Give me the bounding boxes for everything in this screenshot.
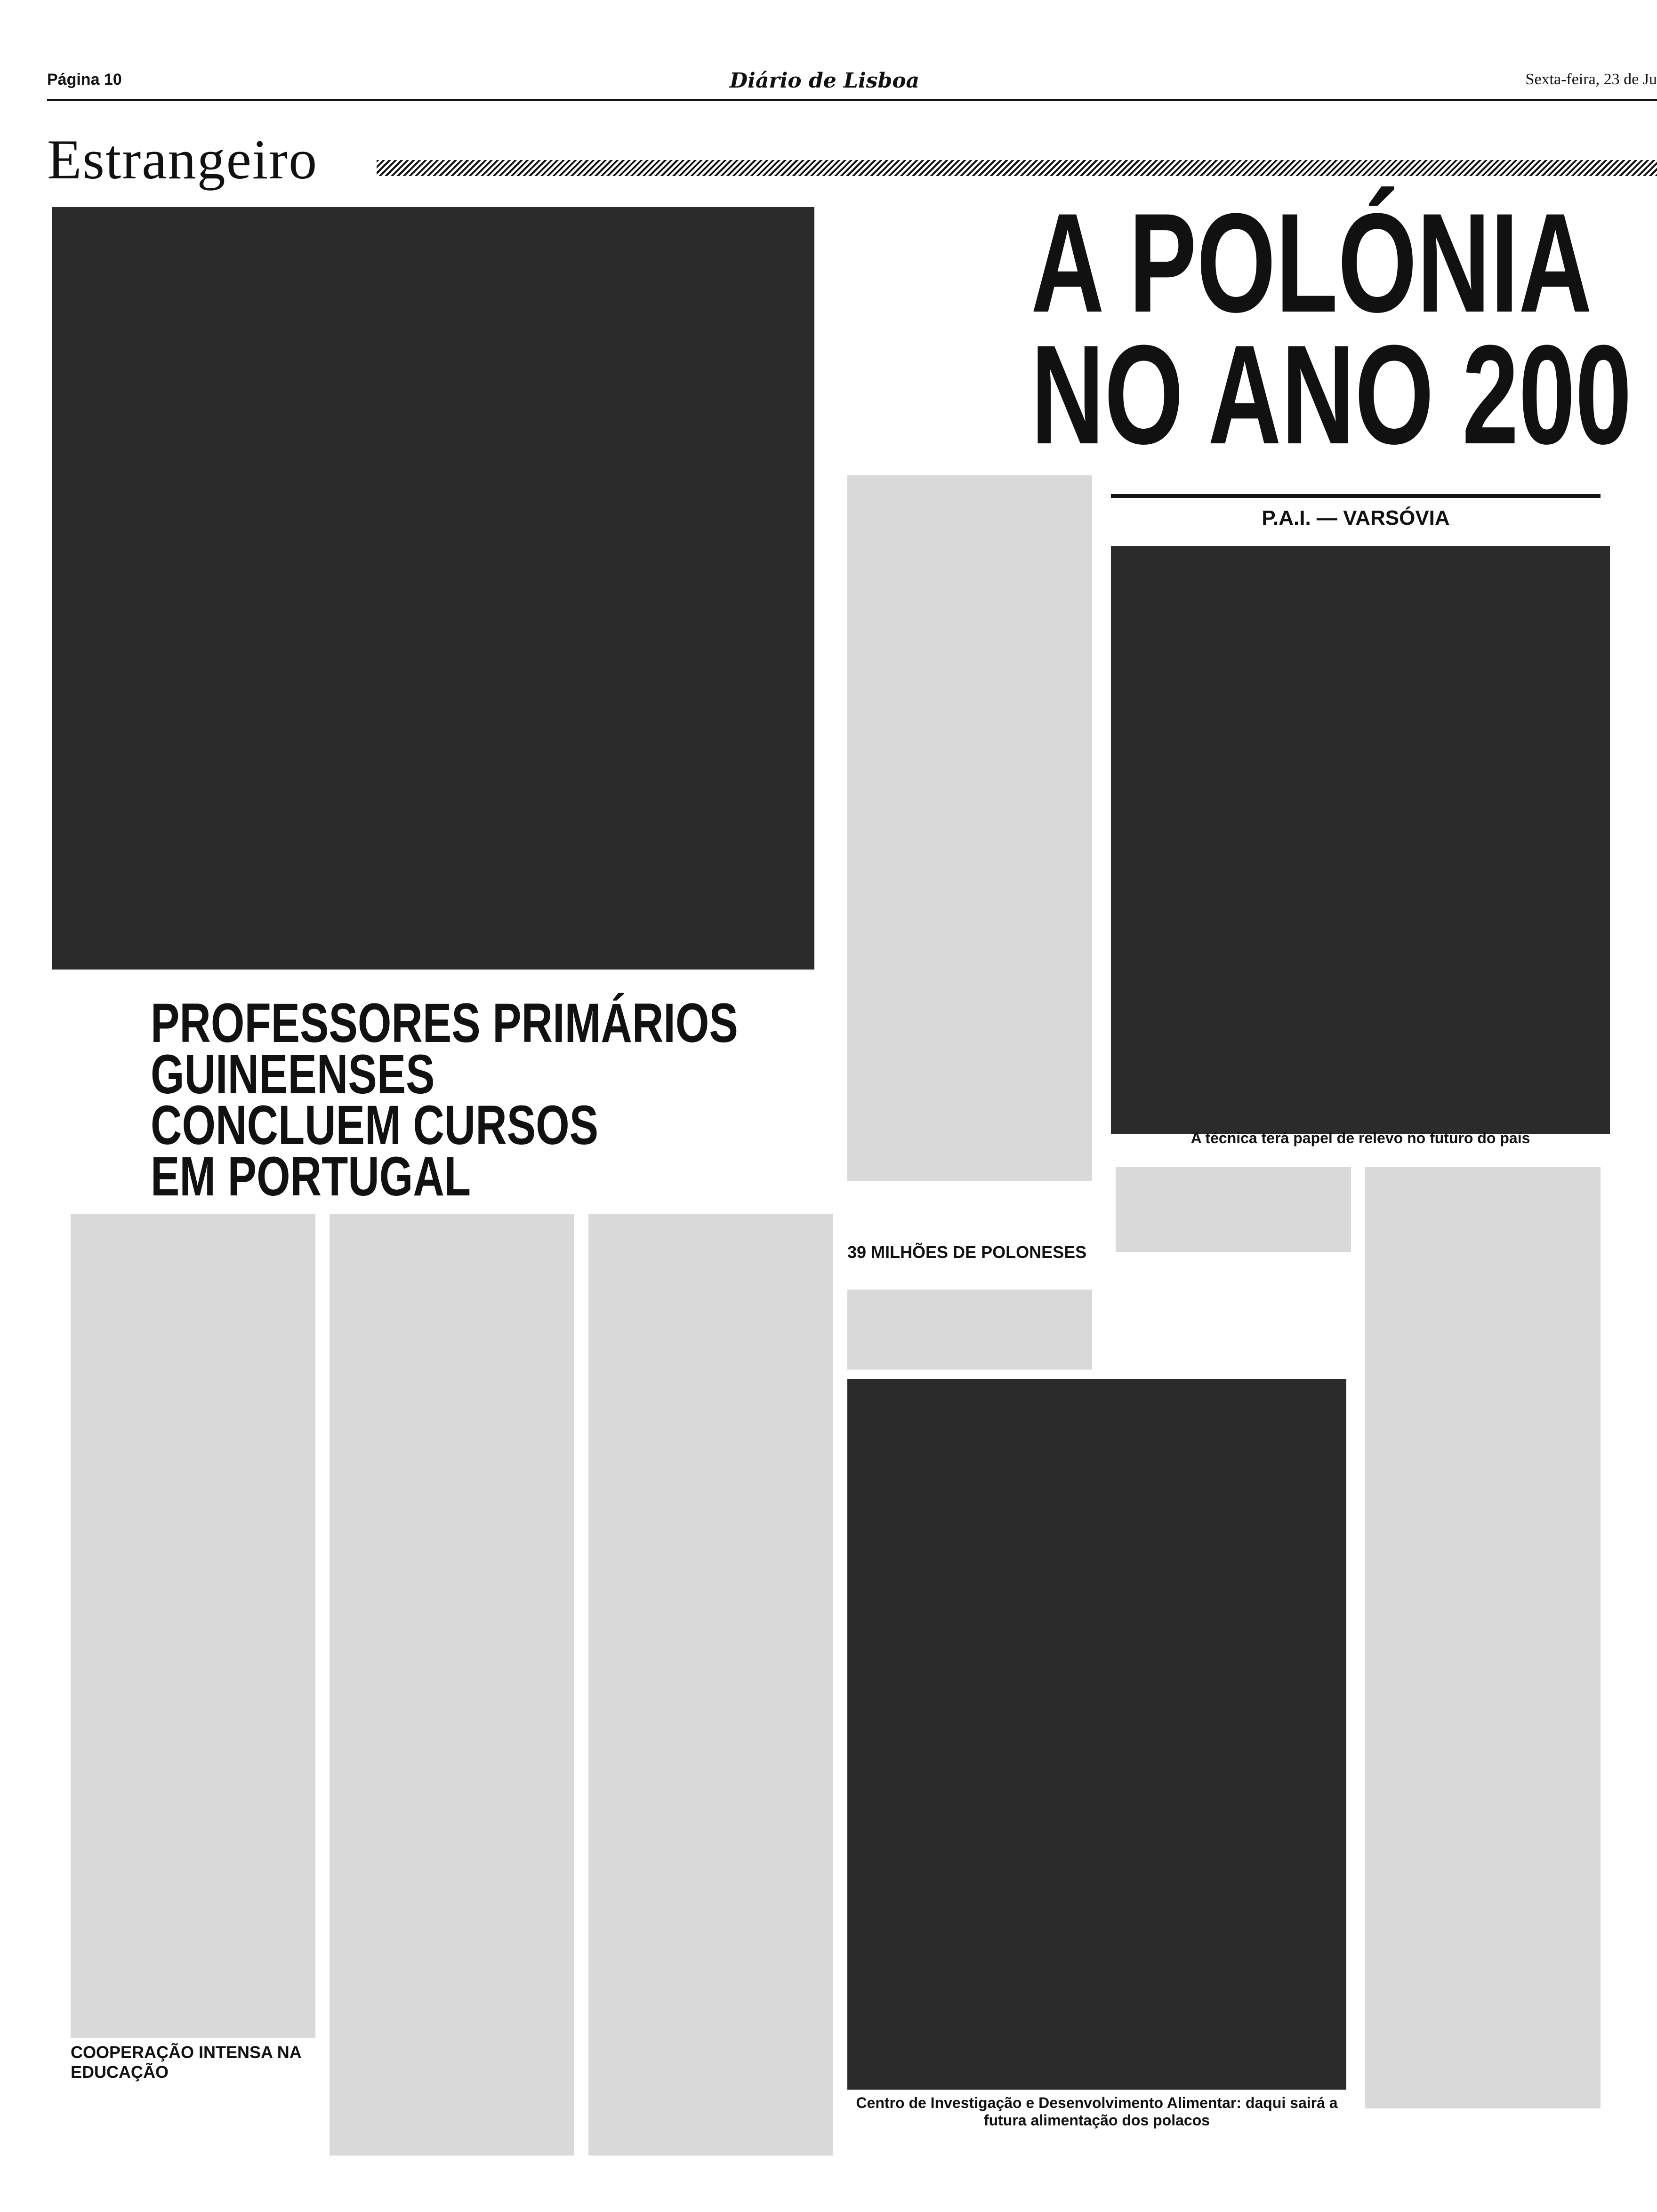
guinea-subhead: COOPERAÇÃO INTENSA NA EDUCAÇÃO: [71, 2043, 301, 2082]
guinea-headline-line: CONCLUEM CURSOS: [151, 1094, 599, 1157]
poland-byline: P.A.I. — VARSÓVIA: [1111, 494, 1601, 530]
guinea-body-column: [588, 1214, 833, 2156]
guinea-body-column: [330, 1214, 574, 2156]
photo-caption: Centro de Investigação e Desenvolvimento Alimentar: daqui sairá a futura alimentação dos polacos: [856, 2094, 1338, 2129]
industrial-machinery-photo: [1111, 546, 1610, 1134]
poland-headline-line2: NO ANO 200: [1031, 315, 1632, 473]
guinea-headline-line: GUINEENSES: [151, 1043, 435, 1106]
food-research-lab-photo: [847, 1379, 1346, 2090]
guinea-headline-line: PROFESSORES PRIMÁRIOS: [151, 992, 738, 1054]
issue-date: Sexta-feira, 23 de Ju: [1525, 71, 1657, 88]
guinea-teachers-photo: [52, 207, 814, 970]
page-number: Página 10: [47, 71, 122, 88]
section-rule: [377, 160, 1657, 176]
guinea-headline: [151, 992, 738, 1208]
section-label: Estrangeiro: [47, 128, 318, 191]
guinea-headline-line: EM PORTUGAL: [151, 1145, 471, 1208]
poland-body-column: [847, 475, 1092, 1181]
masthead: [47, 71, 1657, 101]
poland-subhead: 39 MILHÕES DE POLONESES: [847, 1242, 1087, 1262]
photo-caption: A técnica terá papel de relevo no futuro do país: [1190, 1130, 1530, 1146]
poland-headline-line1: A POLÓNIA: [1031, 184, 1593, 342]
poland-body-column: [1365, 1167, 1601, 2108]
newspaper-title: Diário de Lisboa: [730, 69, 920, 93]
guinea-body-column: [71, 1214, 315, 2038]
poland-body-column: [1116, 1167, 1351, 1252]
poland-body-column: [847, 1290, 1092, 1370]
